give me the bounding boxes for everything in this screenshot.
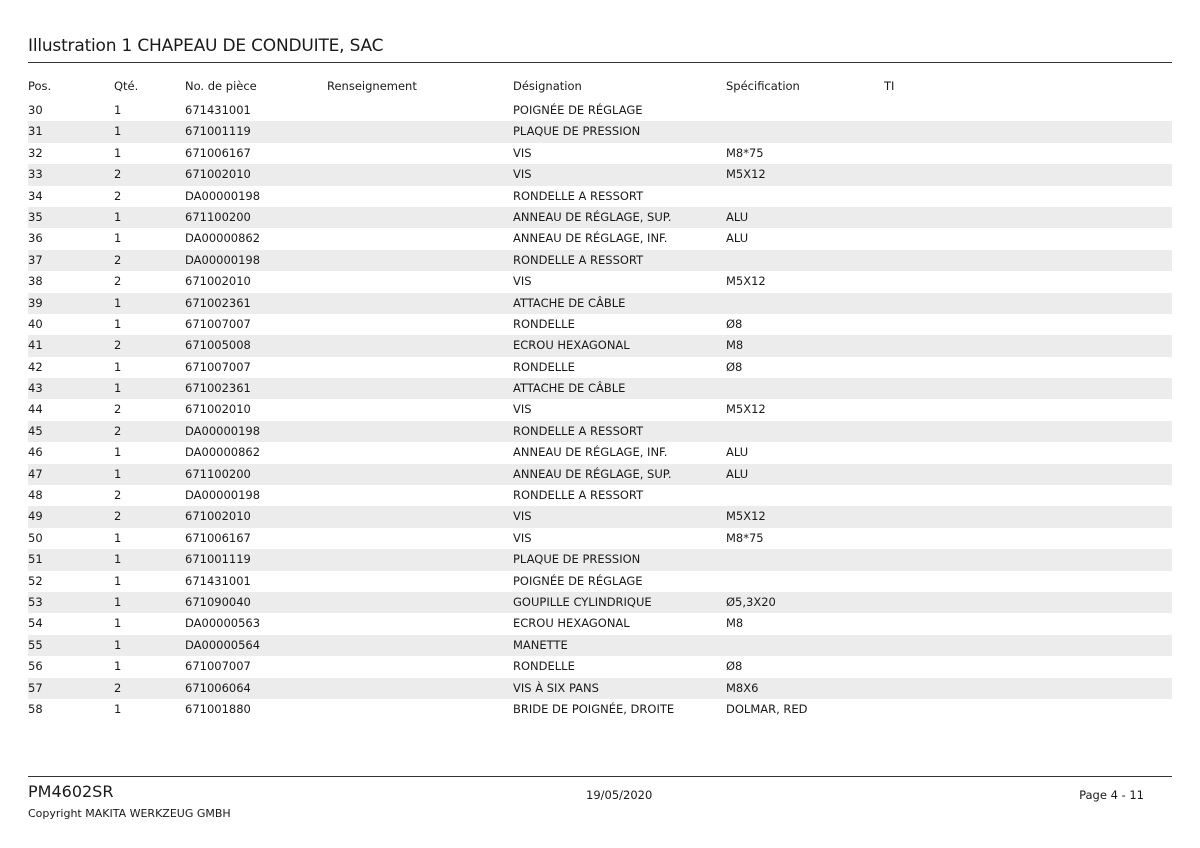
cell-specification: Ø8 bbox=[726, 359, 743, 374]
cell-part-number: 671006167 bbox=[185, 145, 251, 160]
cell-part-number: DA00000198 bbox=[185, 488, 261, 503]
table-row bbox=[28, 378, 1172, 399]
table-row bbox=[28, 271, 1172, 292]
cell-part-number: 671006167 bbox=[185, 530, 251, 545]
cell-part-number: DA00000564 bbox=[185, 637, 261, 652]
cell-qty: 1 bbox=[114, 381, 122, 396]
model-number: PM4602SR bbox=[28, 782, 114, 801]
table-row bbox=[28, 250, 1172, 271]
cell-part-number: 671100200 bbox=[185, 209, 251, 224]
cell-qty: 1 bbox=[114, 316, 122, 331]
document-date: 19/05/2020 bbox=[586, 788, 653, 802]
table-body bbox=[28, 100, 1172, 720]
cell-qty: 2 bbox=[114, 488, 122, 503]
cell-designation: POIGNÉE DE RÉGLAGE bbox=[513, 573, 643, 588]
cell-part-number: DA00000198 bbox=[185, 423, 261, 438]
header-divider bbox=[28, 62, 1172, 63]
table-row bbox=[28, 613, 1172, 634]
cell-designation: VIS bbox=[513, 530, 532, 545]
table-row bbox=[28, 164, 1172, 185]
cell-qty: 2 bbox=[114, 252, 122, 267]
cell-specification: ALU bbox=[726, 209, 749, 224]
cell-designation: VIS bbox=[513, 402, 532, 417]
table-row bbox=[28, 100, 1172, 121]
table-row bbox=[28, 293, 1172, 314]
cell-part-number: 671002010 bbox=[185, 402, 251, 417]
cell-part-number: 671002010 bbox=[185, 509, 251, 524]
cell-qty: 1 bbox=[114, 145, 122, 160]
cell-pos: 58 bbox=[28, 701, 43, 716]
cell-designation: RONDELLE bbox=[513, 659, 575, 674]
table-row bbox=[28, 571, 1172, 592]
cell-specification: M8*75 bbox=[726, 145, 764, 160]
cell-part-number: 671100200 bbox=[185, 466, 251, 481]
table-row bbox=[28, 335, 1172, 356]
cell-part-number: 671002361 bbox=[185, 295, 251, 310]
cell-part-number: 671090040 bbox=[185, 594, 251, 609]
cell-designation: MANETTE bbox=[513, 637, 568, 652]
table-row bbox=[28, 143, 1172, 164]
cell-specification: DOLMAR, RED bbox=[726, 701, 808, 716]
cell-designation: BRIDE DE POIGNÉE, DROITE bbox=[513, 701, 675, 716]
cell-qty: 2 bbox=[114, 167, 122, 182]
cell-specification: ALU bbox=[726, 466, 749, 481]
cell-qty: 1 bbox=[114, 295, 122, 310]
cell-qty: 2 bbox=[114, 338, 122, 353]
cell-pos: 36 bbox=[28, 231, 43, 246]
cell-part-number: 671001119 bbox=[185, 124, 251, 139]
cell-qty: 2 bbox=[114, 509, 122, 524]
cell-pos: 51 bbox=[28, 552, 43, 567]
table-row bbox=[28, 656, 1172, 677]
cell-pos: 43 bbox=[28, 381, 43, 396]
cell-specification: M5X12 bbox=[726, 274, 766, 289]
cell-specification: Ø8 bbox=[726, 316, 743, 331]
cell-qty: 1 bbox=[114, 231, 122, 246]
cell-qty: 1 bbox=[114, 445, 122, 460]
cell-part-number: 671002010 bbox=[185, 167, 251, 182]
table-row bbox=[28, 228, 1172, 249]
cell-part-number: 671007007 bbox=[185, 659, 251, 674]
column-header-part-number: No. de pièce bbox=[185, 79, 257, 93]
cell-pos: 42 bbox=[28, 359, 43, 374]
cell-part-number: 671007007 bbox=[185, 316, 251, 331]
table-row bbox=[28, 485, 1172, 506]
cell-designation: POIGNÉE DE RÉGLAGE bbox=[513, 103, 643, 117]
cell-pos: 39 bbox=[28, 295, 43, 310]
cell-part-number: DA00000862 bbox=[185, 445, 261, 460]
cell-pos: 32 bbox=[28, 145, 43, 160]
cell-pos: 57 bbox=[28, 680, 43, 695]
cell-qty: 2 bbox=[114, 274, 122, 289]
cell-pos: 46 bbox=[28, 445, 43, 460]
table-row bbox=[28, 399, 1172, 420]
table-row bbox=[28, 592, 1172, 613]
column-header-info: Renseignement bbox=[327, 79, 417, 93]
cell-designation: RONDELLE bbox=[513, 316, 575, 331]
cell-part-number: 671001880 bbox=[185, 701, 251, 716]
cell-designation: PLAQUE DE PRESSION bbox=[513, 124, 641, 139]
page-number: Page 4 - 11 bbox=[1079, 788, 1144, 802]
table-row bbox=[28, 549, 1172, 570]
column-header-qty: Qté. bbox=[114, 79, 139, 93]
cell-designation: ATTACHE DE CÂBLE bbox=[513, 295, 626, 310]
cell-pos: 34 bbox=[28, 188, 43, 203]
cell-designation: VIS bbox=[513, 274, 532, 289]
cell-specification: M5X12 bbox=[726, 402, 766, 417]
cell-pos: 33 bbox=[28, 167, 43, 182]
cell-designation: VIS bbox=[513, 167, 532, 182]
copyright-text: Copyright MAKITA WERKZEUG GMBH bbox=[28, 807, 231, 820]
table-row bbox=[28, 506, 1172, 527]
table-row bbox=[28, 186, 1172, 207]
column-header-pos: Pos. bbox=[28, 79, 52, 93]
cell-qty: 1 bbox=[114, 552, 122, 567]
parts-table bbox=[28, 74, 1172, 720]
cell-pos: 41 bbox=[28, 338, 43, 353]
cell-pos: 55 bbox=[28, 637, 43, 652]
cell-part-number: 671007007 bbox=[185, 359, 251, 374]
cell-qty: 2 bbox=[114, 188, 122, 203]
cell-pos: 30 bbox=[28, 103, 43, 117]
cell-specification: M8 bbox=[726, 338, 744, 353]
table-row bbox=[28, 464, 1172, 485]
cell-part-number: 671005008 bbox=[185, 338, 251, 353]
cell-designation: RONDELLE A RESSORT bbox=[513, 188, 644, 203]
cell-part-number: DA00000198 bbox=[185, 252, 261, 267]
table-row bbox=[28, 635, 1172, 656]
cell-designation: RONDELLE bbox=[513, 359, 575, 374]
cell-pos: 38 bbox=[28, 274, 43, 289]
cell-designation: GOUPILLE CYLINDRIQUE bbox=[513, 594, 652, 609]
cell-designation: ECROU HEXAGONAL bbox=[513, 616, 630, 631]
cell-specification: ALU bbox=[726, 445, 749, 460]
cell-part-number: DA00000862 bbox=[185, 231, 261, 246]
cell-pos: 37 bbox=[28, 252, 43, 267]
column-header-designation: Désignation bbox=[513, 79, 582, 93]
table-row bbox=[28, 421, 1172, 442]
cell-designation: VIS À SIX PANS bbox=[513, 680, 599, 695]
cell-part-number: DA00000563 bbox=[185, 616, 261, 631]
cell-specification: M8 bbox=[726, 616, 744, 631]
cell-designation: ATTACHE DE CÂBLE bbox=[513, 381, 626, 396]
cell-part-number: 671002361 bbox=[185, 381, 251, 396]
cell-qty: 1 bbox=[114, 637, 122, 652]
table-row bbox=[28, 699, 1172, 720]
cell-designation: VIS bbox=[513, 145, 532, 160]
cell-qty: 1 bbox=[114, 466, 122, 481]
cell-qty: 2 bbox=[114, 423, 122, 438]
cell-designation: RONDELLE A RESSORT bbox=[513, 423, 644, 438]
cell-qty: 1 bbox=[114, 103, 122, 117]
cell-qty: 1 bbox=[114, 530, 122, 545]
cell-designation: ANNEAU DE RÉGLAGE, INF. bbox=[513, 445, 668, 460]
cell-specification: ALU bbox=[726, 231, 749, 246]
cell-pos: 50 bbox=[28, 530, 43, 545]
table-row bbox=[28, 528, 1172, 549]
cell-designation: VIS bbox=[513, 509, 532, 524]
cell-part-number: 671002010 bbox=[185, 274, 251, 289]
cell-part-number: DA00000198 bbox=[185, 188, 261, 203]
cell-specification: M5X12 bbox=[726, 509, 766, 524]
cell-qty: 1 bbox=[114, 359, 122, 374]
cell-pos: 31 bbox=[28, 124, 43, 139]
cell-qty: 1 bbox=[114, 616, 122, 631]
cell-specification: M8X6 bbox=[726, 680, 759, 695]
cell-qty: 1 bbox=[114, 594, 122, 609]
cell-designation: RONDELLE A RESSORT bbox=[513, 488, 644, 503]
cell-designation: ANNEAU DE RÉGLAGE, INF. bbox=[513, 231, 668, 246]
cell-pos: 35 bbox=[28, 209, 43, 224]
column-header-specification: Spécification bbox=[726, 79, 800, 93]
cell-designation: RONDELLE A RESSORT bbox=[513, 252, 644, 267]
cell-pos: 54 bbox=[28, 616, 43, 631]
cell-pos: 49 bbox=[28, 509, 43, 524]
table-row bbox=[28, 357, 1172, 378]
cell-designation: ANNEAU DE RÉGLAGE, SUP. bbox=[513, 466, 672, 481]
cell-qty: 1 bbox=[114, 659, 122, 674]
cell-specification: M5X12 bbox=[726, 167, 766, 182]
cell-designation: ECROU HEXAGONAL bbox=[513, 338, 630, 353]
cell-pos: 52 bbox=[28, 573, 43, 588]
cell-pos: 40 bbox=[28, 316, 43, 331]
table-header-row bbox=[28, 74, 1172, 99]
table-row bbox=[28, 678, 1172, 699]
cell-pos: 48 bbox=[28, 488, 43, 503]
cell-qty: 1 bbox=[114, 209, 122, 224]
table-row bbox=[28, 207, 1172, 228]
cell-designation: PLAQUE DE PRESSION bbox=[513, 552, 641, 567]
cell-part-number: 671001119 bbox=[185, 552, 251, 567]
cell-part-number: 671431001 bbox=[185, 103, 251, 117]
cell-qty: 2 bbox=[114, 680, 122, 695]
table-row bbox=[28, 121, 1172, 142]
cell-qty: 1 bbox=[114, 573, 122, 588]
cell-qty: 1 bbox=[114, 701, 122, 716]
page-title: Illustration 1 CHAPEAU DE CONDUITE, SAC bbox=[28, 36, 384, 56]
cell-part-number: 671431001 bbox=[185, 573, 251, 588]
footer-divider bbox=[28, 776, 1172, 777]
cell-pos: 47 bbox=[28, 466, 43, 481]
cell-specification: Ø8 bbox=[726, 659, 743, 674]
cell-pos: 44 bbox=[28, 402, 43, 417]
table-row bbox=[28, 442, 1172, 463]
table-row bbox=[28, 314, 1172, 335]
cell-designation: ANNEAU DE RÉGLAGE, SUP. bbox=[513, 209, 672, 224]
cell-specification: M8*75 bbox=[726, 530, 764, 545]
cell-qty: 1 bbox=[114, 124, 122, 139]
cell-pos: 45 bbox=[28, 423, 43, 438]
column-header-ti: TI bbox=[884, 79, 895, 93]
cell-qty: 2 bbox=[114, 402, 122, 417]
cell-specification: Ø5,3X20 bbox=[726, 594, 776, 609]
cell-part-number: 671006064 bbox=[185, 680, 251, 695]
cell-pos: 56 bbox=[28, 659, 43, 674]
cell-pos: 53 bbox=[28, 594, 43, 609]
